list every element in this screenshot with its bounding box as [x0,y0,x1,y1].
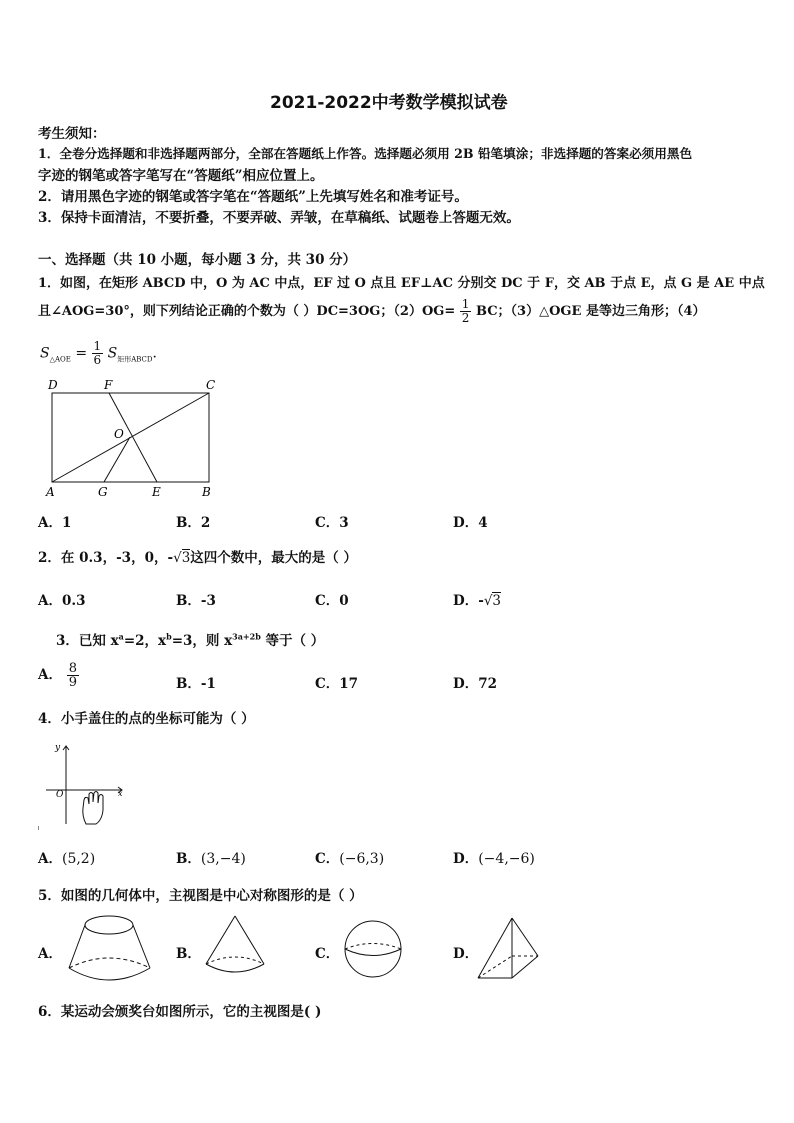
pyramid-icon [472,914,544,984]
q1-stem-line2: 且∠AOG=30°，则下列结论正确的个数为（ ）DC=3OG；（2）OG= $\frac{1}{2}$ BC；（3）△OGE 是等边三角形；（4） [38,297,706,325]
q1-stem-line3: $S_{\triangle AOE}$ = $\frac{1}{6}$ $S_{矩形ABCD}$． [40,339,167,367]
q4-axes-figure [38,738,133,833]
svg-text:F: F [104,378,113,392]
svg-text:E: E [152,485,161,499]
hand-icon [83,792,103,825]
q3-option-a[interactable]: A． $\frac{8}{9}$ [38,661,77,690]
q5-option-d[interactable]: D． [453,946,479,962]
q4-option-b[interactable]: B．(3,−4) [176,851,246,867]
svg-text:D: D [48,378,58,392]
svg-text:B: B [202,485,211,499]
q1-fraction-sixth: $\frac{1}{6}$ [93,339,102,367]
svg-text:O: O [114,427,124,441]
q2-option-c[interactable]: C．0 [315,593,349,609]
svg-text:A: A [46,485,55,499]
notice-heading: 考生须知： [38,126,106,142]
svg-text:y: y [55,743,61,753]
notice-line-2: 2．请用黑色字迹的钢笔或答字笔在“答题纸”上先填写姓名和准考证号。 [38,189,468,205]
svg-text:O: O [56,790,64,800]
q4-option-c[interactable]: C．(−6,3) [315,851,385,867]
svg-text:C: C [206,378,216,392]
q2-option-a[interactable]: A．0.3 [38,593,86,609]
q6-stem: 6．某运动会颁奖台如图所示，它的主视图是( ) [38,1004,322,1020]
q3-option-b[interactable]: B．-1 [176,676,216,692]
q4-option-d[interactable]: D．(−4,−6) [453,851,535,867]
q3-stem: 3．已知 $x^a=2$，$x^b=3$，则 $x^{3a+2b}$ 等于（ ） [56,631,325,649]
q1-stem-line1: 1．如图，在矩形 ABCD 中，O 为 AC 中点，EF 过 O 点且 EF⊥AC 分别交 DC 于 F，交 AB 于点 E，点 G 是 AE 中点 [38,276,765,291]
section-heading: 一、选择题（共 10 小题，每小题 3 分，共 30 分） [38,252,357,268]
notice-line-3: 3．保持卡面清洁，不要折叠，不要弄破、弄皱，在草稿纸、试题卷上答题无效。 [38,210,520,226]
q1-option-c[interactable]: C．3 [315,515,349,531]
q5-option-c[interactable]: C． [315,946,340,962]
q5-option-a[interactable]: A． [38,946,62,962]
cone-icon [202,912,268,978]
q2-stem: 2．在 0.3，-3，0，-√3这四个数中，最大的是（ ） [38,550,357,566]
svg-text:x: x [118,789,123,798]
q4-stem: 4．小手盖住的点的坐标可能为（ ） [38,711,255,727]
q3-option-c[interactable]: C．17 [315,676,359,692]
q1-option-d[interactable]: D．4 [453,515,488,531]
notice-line-1a: 1．全卷分选择题和非选择题两部分，全部在答题纸上作答。选择题必须用 2B 铅笔填涂；非选择题的答案必须用黑色 [38,146,693,161]
q1-fraction-half: $\frac{1}{2}$ [461,297,470,325]
q2-option-b[interactable]: B．-3 [176,593,216,609]
sphere-icon [342,918,404,980]
page-title: 2021-2022中考数学模拟试卷 [270,93,508,113]
q5-stem: 5．如图的几何体中，主视图是中心对称图形的是（ ） [38,888,363,904]
q4-option-a[interactable]: A．(5,2) [38,851,96,867]
q1-rectangle-figure [40,375,230,503]
q3-option-d[interactable]: D．72 [453,676,497,692]
q1-option-b[interactable]: B．2 [176,515,211,531]
notice-line-1b: 字迹的钢笔或答字笔写在“答题纸”相应位置上。 [38,168,324,184]
sqrt-symbol: √ [173,550,182,566]
q2-option-d[interactable]: D．-√3 [453,593,502,609]
svg-text:G: G [98,485,108,499]
q5-option-b[interactable]: B． [176,946,201,962]
q1-option-a[interactable]: A．1 [38,515,72,531]
frustum-icon [62,912,157,984]
